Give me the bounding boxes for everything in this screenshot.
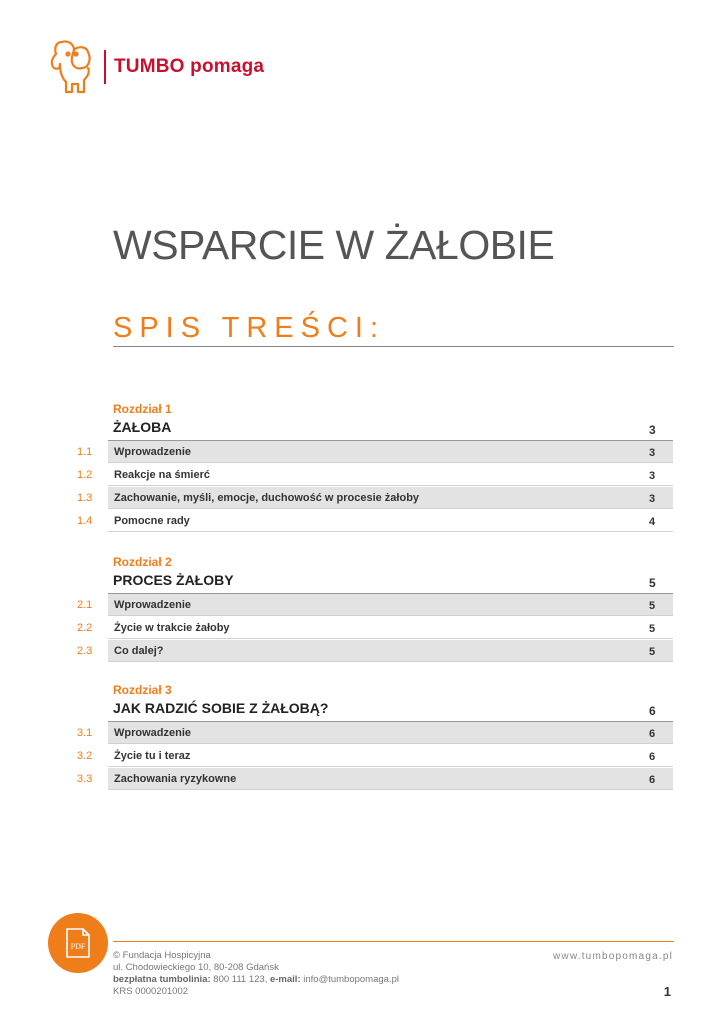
chapter-page: 5 — [649, 576, 656, 590]
toc-item-label: Wprowadzenie — [114, 599, 192, 611]
toc-item-page: 3 — [649, 447, 656, 459]
toc-item-page: 6 — [649, 751, 656, 763]
logo-separator — [104, 50, 106, 84]
chapter-label: Rozdział 3 — [113, 683, 172, 697]
chapter-page: 6 — [649, 704, 656, 718]
toc-item-number: 1.2 — [77, 469, 93, 481]
footer-info — [113, 950, 399, 998]
document-title: WSPARCIE W ŻAŁOBIE — [113, 222, 555, 268]
toc-item-label: Życie tu i teraz — [114, 750, 191, 762]
toc-heading: SPIS TREŚCI: — [113, 312, 386, 344]
email-address[interactable]: info@tumbopomaga.pl — [300, 974, 399, 985]
toc-item-2-1[interactable] — [0, 594, 725, 616]
toc-item-3-3[interactable] — [0, 768, 725, 790]
toc-divider — [113, 346, 674, 347]
toc-item-page: 5 — [649, 600, 656, 612]
toc-item-bar — [108, 722, 673, 744]
toc-item-number: 1.4 — [77, 515, 93, 527]
toc-item-number: 2.1 — [77, 599, 93, 611]
toc-item-number: 2.2 — [77, 622, 93, 634]
toc-item-label: Zachowania ryzykowne — [114, 773, 237, 785]
toc-item-3-1[interactable] — [0, 722, 725, 744]
toc-item-page: 6 — [649, 774, 656, 786]
footer-krs: KRS 0000201002 — [113, 986, 189, 997]
toc-item-2-2[interactable] — [0, 617, 725, 639]
toc-item-1-4[interactable] — [0, 510, 725, 532]
toc-item-bar — [108, 640, 673, 662]
toc-item-bar — [108, 745, 673, 767]
toc-item-bar — [108, 594, 673, 616]
toc-item-number: 3.2 — [77, 750, 93, 762]
website-link[interactable]: www.tumbopomaga.pl — [553, 951, 673, 962]
chapter-label: Rozdział 1 — [113, 402, 172, 416]
toc-item-label: Wprowadzenie — [114, 727, 192, 739]
chapter-label: Rozdział 2 — [113, 555, 172, 569]
toc-item-label: Pomocne rady — [114, 515, 190, 527]
pdf-badge — [48, 913, 108, 973]
toc-item-page: 5 — [649, 646, 656, 658]
toc-item-2-3[interactable] — [0, 640, 725, 662]
toc-item-number: 3.3 — [77, 773, 93, 785]
toc-item-1-2[interactable] — [0, 464, 725, 486]
toc-item-number: 2.3 — [77, 645, 93, 657]
logo-suffix: pomaga — [190, 56, 265, 77]
toc-item-1-3[interactable] — [0, 487, 725, 509]
chapter-title[interactable]: JAK RADZIĆ SOBIE Z ŻAŁOBĄ? — [113, 700, 329, 716]
toc-item-page: 3 — [649, 470, 656, 482]
logo-brand: TUMBO — [114, 56, 185, 77]
toc-item-3-2[interactable] — [0, 745, 725, 767]
toc-item-label: Reakcje na śmierć — [114, 469, 211, 481]
toc-item-label: Życie w trakcie żałoby — [114, 622, 230, 634]
hotline-number: 800 111 123, — [210, 974, 270, 985]
chapter-title[interactable]: PROCES ŻAŁOBY — [113, 572, 234, 588]
email-label: e-mail: — [269, 974, 301, 985]
toc-item-page: 3 — [649, 493, 656, 505]
footer-address: ul. Chodowieckiego 10, 80-208 Gdańsk — [113, 962, 279, 973]
chapter-title[interactable]: ŻAŁOBA — [113, 419, 172, 435]
pdf-icon — [63, 925, 93, 961]
toc-item-label: Zachowanie, myśli, emocje, duchowość w procesie żałoby — [114, 492, 420, 504]
toc-item-page: 6 — [649, 728, 656, 740]
toc-item-number: 1.3 — [77, 492, 93, 504]
svg-text:PDF: PDF — [70, 942, 86, 951]
footer-contact — [113, 974, 399, 986]
toc-item-page: 4 — [649, 516, 656, 528]
toc-item-bar — [108, 510, 673, 532]
logo-text — [114, 56, 264, 78]
chapter-page: 3 — [649, 423, 656, 437]
toc-item-label: Co dalej? — [114, 645, 164, 657]
toc-item-1-1[interactable] — [0, 441, 725, 463]
toc-item-page: 5 — [649, 623, 656, 635]
footer-copyright: © Fundacja Hospicyjna — [113, 950, 211, 961]
footer-divider — [113, 941, 674, 942]
hotline-label: bezpłatna tumbolinia: — [113, 974, 211, 985]
page-number: 1 — [663, 984, 671, 999]
toc-item-number: 1.1 — [77, 446, 93, 458]
toc-item-label: Wprowadzenie — [114, 446, 192, 458]
elephant-icon — [48, 38, 98, 96]
logo — [48, 38, 264, 96]
toc-item-number: 3.1 — [77, 727, 93, 739]
toc-item-bar — [108, 441, 673, 463]
